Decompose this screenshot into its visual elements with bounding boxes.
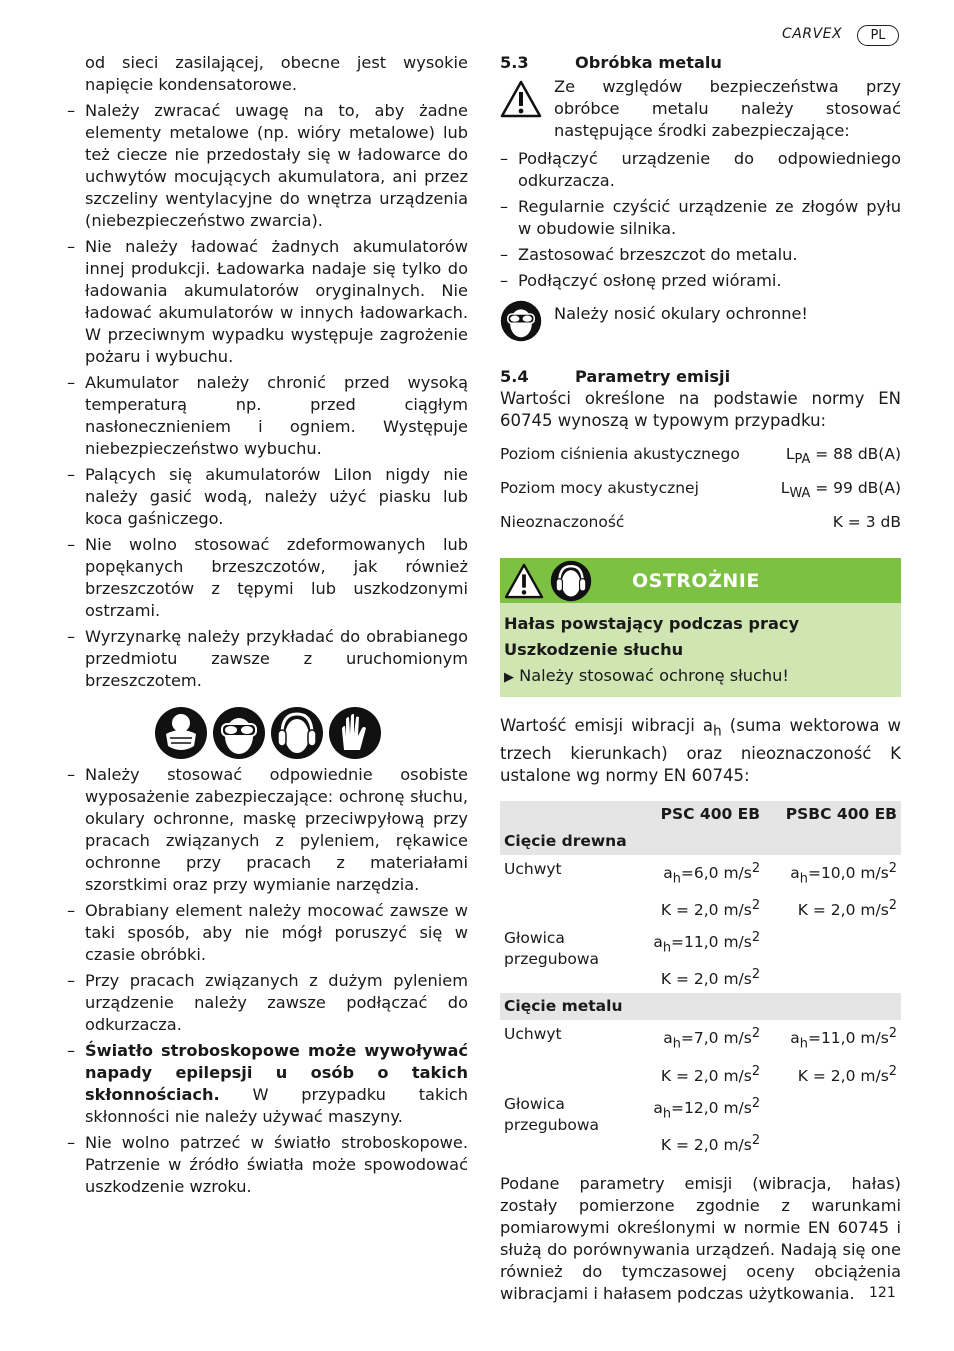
unit-exponent: 2 bbox=[751, 929, 761, 945]
list-item bbox=[67, 970, 468, 1036]
row-label: Głowica przegubowa bbox=[504, 1094, 600, 1134]
list-item-text: Obrabiany element należy mocować zawsze w taki sposób, aby nie mógł poruszyć się w czasie obróbki. bbox=[85, 901, 468, 964]
bullet-dash: – bbox=[500, 245, 509, 264]
ah-subscript: h bbox=[662, 1106, 672, 1122]
section-name: Cięcie drewna bbox=[500, 828, 901, 855]
list-item bbox=[500, 148, 901, 192]
table-row bbox=[500, 444, 901, 478]
row-label: Głowica przegubowa bbox=[504, 928, 600, 968]
ah-symbol: a bbox=[663, 863, 673, 882]
table-row bbox=[500, 512, 901, 546]
warning-triangle-icon bbox=[504, 563, 544, 599]
vib-uncertainty: K = 2,0 m/s bbox=[660, 900, 752, 919]
bullet-dash: – bbox=[67, 465, 76, 484]
bullet-dash: – bbox=[500, 197, 509, 216]
list-item-text: Zastosować brzeszczot do metalu. bbox=[518, 245, 798, 264]
mask-icon bbox=[154, 706, 208, 760]
table-row bbox=[500, 1020, 901, 1089]
table-row bbox=[500, 855, 901, 924]
ah-symbol: a bbox=[663, 1029, 673, 1048]
section-row bbox=[500, 993, 901, 1020]
warning-triangle-icon bbox=[500, 80, 542, 118]
ah-subscript: h bbox=[672, 870, 681, 886]
ah-symbol: a bbox=[790, 863, 800, 882]
unit-exponent: 2 bbox=[751, 1026, 761, 1042]
list-item bbox=[67, 464, 468, 530]
ah-symbol: a bbox=[653, 933, 663, 952]
list-item bbox=[500, 270, 901, 292]
section-number: 5.4 bbox=[500, 367, 529, 386]
col-psc: PSC 400 EB bbox=[632, 801, 764, 828]
psbc-cell bbox=[764, 1090, 901, 1159]
caution-line-2: Uszkodzenie słuchu bbox=[504, 640, 684, 660]
list-item-text: Podłączyć urządzenie do odpowiedniego odkurzacza. bbox=[518, 149, 901, 190]
list-item-text: Przy pracach związanych z dużym pyleniem urządzenie należy zawsze podłączać do odkurzacza. bbox=[85, 971, 468, 1034]
emission-amount: = 99 dB(A) bbox=[810, 479, 901, 498]
strobe-eye-text: Nie wolno patrzeć w światło stroboskopowe. Patrzenie w źródło światła może spowodować uszkodzenie wzroku. bbox=[85, 1133, 468, 1196]
emission-subscript: PA bbox=[794, 452, 811, 468]
emission-label: Nieoznaczoność bbox=[500, 513, 625, 532]
section-name: Cięcie metalu bbox=[500, 993, 901, 1020]
section-5-4-heading bbox=[500, 366, 901, 388]
metal-warning-text: Ze względów bezpieczeństwa przy obróbce metalu należy stosować następujące środki zabezpieczające: bbox=[554, 77, 901, 140]
psc-cell bbox=[632, 855, 764, 924]
ah-subscript: h bbox=[662, 940, 672, 956]
list-item bbox=[67, 626, 468, 692]
unit-exponent: 2 bbox=[888, 1026, 897, 1042]
bullet-dash: – bbox=[67, 971, 76, 990]
table-row bbox=[500, 1090, 901, 1159]
row-label: Uchwyt bbox=[504, 859, 562, 878]
vib-uncertainty: K = 2,0 m/s bbox=[660, 970, 752, 989]
caution-header bbox=[500, 558, 901, 603]
bullet-list-b bbox=[67, 764, 468, 1036]
vib-intro-sub: h bbox=[713, 723, 722, 740]
vib-value: =11,0 m/s bbox=[671, 933, 752, 952]
strobe-rest: W przypadku takich skłonności nie należy używać maszyny. bbox=[85, 1085, 468, 1126]
vib-value: =12,0 m/s bbox=[671, 1098, 752, 1117]
list-item bbox=[67, 764, 468, 896]
caution-box bbox=[500, 558, 901, 697]
row-label: Uchwyt bbox=[504, 1025, 562, 1044]
list-item-text: Wyrzynarkę należy przykładać do obrabianego przedmiotu zawsze z uruchomionym brzeszczotem. bbox=[85, 627, 468, 690]
caution-line-1: Hałas powstający podczas pracy bbox=[504, 614, 800, 634]
ah-subscript: h bbox=[672, 1036, 681, 1052]
gloves-icon bbox=[328, 706, 382, 760]
caution-title: OSTROŻNIE bbox=[632, 569, 760, 592]
bullet-dash: – bbox=[500, 149, 509, 168]
col-psbc: PSBC 400 EB bbox=[764, 801, 901, 828]
language-badge: PL bbox=[857, 25, 899, 46]
list-item bbox=[67, 900, 468, 966]
ah-subscript: h bbox=[799, 870, 808, 886]
vib-value: =6,0 m/s bbox=[680, 863, 752, 882]
strobe-warning: – Światło stroboskopowe może wywoływać napady epilepsji u osób o takich skłonnościach. W przypadku takich skłonności nie należy używać maszyny. bbox=[67, 1041, 468, 1126]
unit-exponent: 2 bbox=[888, 860, 897, 876]
table-row bbox=[500, 924, 901, 993]
goggles-icon bbox=[212, 706, 266, 760]
ppe-pictograms bbox=[67, 706, 468, 760]
vib-intro-a: Wartość emisji wibracji a bbox=[500, 716, 713, 736]
unit-exponent: 2 bbox=[751, 897, 761, 913]
vib-uncertainty: K = 2,0 m/s bbox=[660, 1136, 752, 1155]
unit-exponent: 2 bbox=[751, 967, 761, 983]
arrow-right-icon: ▶ bbox=[504, 670, 514, 686]
vib-uncertainty: K = 2,0 m/s bbox=[797, 900, 889, 919]
section-row bbox=[500, 828, 901, 855]
emission-amount: = 88 dB(A) bbox=[810, 445, 901, 463]
metal-warning bbox=[500, 76, 901, 142]
emission-subscript: WA bbox=[789, 486, 811, 502]
psbc-cell bbox=[764, 1020, 901, 1089]
emission-label: Poziom ciśnienia akustycznego bbox=[500, 445, 740, 463]
caution-action-text: Należy stosować ochronę słuchu! bbox=[519, 666, 789, 686]
bullet-dash: – bbox=[67, 901, 76, 920]
vib-uncertainty: K = 2,0 m/s bbox=[660, 1066, 752, 1085]
vib-uncertainty: K = 2,0 m/s bbox=[797, 1066, 889, 1085]
ear-protection-icon bbox=[270, 706, 324, 760]
list-item bbox=[500, 196, 901, 240]
section-title: Parametry emisji bbox=[575, 367, 731, 386]
ah-symbol: a bbox=[653, 1098, 663, 1117]
caution-body bbox=[500, 603, 901, 697]
right-column bbox=[500, 52, 901, 1305]
list-item-text: Palących się akumulatorów LiIon nigdy nie należy gasić wodą, należy użyć piasku lub koca gaśniczego. bbox=[85, 465, 468, 528]
list-item bbox=[67, 372, 468, 460]
vib-value: =7,0 m/s bbox=[680, 1029, 752, 1048]
vib-intro-b: (suma wektorowa w trzech kierunkach) oraz nieoznaczoność K ustalone wg normy EN 60745: bbox=[500, 716, 902, 785]
list-item-text: Podłączyć osłonę przed wiórami. bbox=[518, 271, 782, 290]
vibration-table bbox=[500, 801, 901, 1160]
vibration-intro bbox=[500, 715, 901, 786]
table-row bbox=[500, 478, 901, 512]
section-title: Obróbka metalu bbox=[575, 53, 722, 72]
emission-table bbox=[500, 444, 901, 546]
list-item bbox=[67, 236, 468, 368]
goggles-note: Należy nosić okulary ochronne! bbox=[554, 304, 808, 323]
psc-cell bbox=[632, 1020, 764, 1089]
unit-exponent: 2 bbox=[751, 860, 761, 876]
unit-exponent: 2 bbox=[888, 897, 897, 913]
unit-exponent: 2 bbox=[751, 1063, 761, 1079]
closing-text: Podane parametry emisji (wibracja, hałas) zostały pomierzone zgodnie z warunkami pomiarowymi określonymi w normie EN 60745 i służą do porównywania urządzeń. Nadają się one również do tymczasowej oceny obciążenia wibracjami i hałasem podczas użytkowania. bbox=[500, 1174, 901, 1304]
bullet-dash: – bbox=[67, 765, 76, 784]
emission-symbol: L bbox=[780, 479, 790, 498]
left-column bbox=[67, 52, 468, 1202]
list-item-text: Nie należy ładować żadnych akumulatorów innej produkcji. Ładowarka nadaje się tylko do ładowania akumulatorów oryginalnych. Nie ładować akumulatorów w innych ładowarkach. W przeciwnym wypadku występuje zagrożenie pożaru i wybuchu. bbox=[85, 237, 468, 366]
bullet-list-a bbox=[67, 100, 468, 692]
list-item bbox=[67, 534, 468, 622]
emission-symbol: L bbox=[785, 445, 795, 463]
list-item bbox=[500, 244, 901, 266]
bullet-dash: – bbox=[67, 627, 76, 646]
psc-cell bbox=[632, 1090, 764, 1159]
list-item bbox=[67, 100, 468, 232]
psbc-cell bbox=[764, 924, 901, 993]
unit-exponent: 2 bbox=[888, 1063, 897, 1079]
unit-exponent: 2 bbox=[751, 1095, 761, 1111]
list-item-text: Należy zwracać uwagę na to, aby żadne elementy metalowe (np. wióry metalowe) lub też ciecze nie przedostały się w ładowarce do uchwytów mocujących akumulatora, ani przez szczeliny wentylacyjne do wnętrza urządzenia (niebezpieczeństwo zwarcia). bbox=[85, 101, 468, 230]
caution-action bbox=[504, 663, 897, 691]
list-item-text: Akumulator należy chronić przed wysoką temperaturą np. przed ciągłym nasłonecznieniem i ogniem. Występuje niebezpieczeństwo wybuchu. bbox=[85, 373, 468, 458]
psc-cell bbox=[632, 924, 764, 993]
section-number: 5.3 bbox=[500, 53, 529, 72]
vib-value: =10,0 m/s bbox=[807, 863, 889, 882]
bullet-dash: – bbox=[67, 237, 76, 256]
psbc-cell bbox=[764, 855, 901, 924]
bullet-dash: – bbox=[67, 535, 76, 554]
ear-protection-icon bbox=[550, 560, 592, 602]
page-number: 121 bbox=[869, 1285, 896, 1301]
goggles-note-row bbox=[500, 300, 901, 342]
vib-value: =11,0 m/s bbox=[807, 1029, 889, 1048]
list-item-text: Regularnie czyścić urządzenie ze złogów pyłu w obudowie silnika. bbox=[518, 197, 901, 238]
strobe-eye-warning: – Nie wolno patrzeć w światło stroboskopowe. Patrzenie w źródło światła może spowodować uszkodzenie wzroku. bbox=[67, 1133, 468, 1196]
header-brand: CARVEX bbox=[782, 26, 843, 42]
unit-exponent: 2 bbox=[751, 1133, 761, 1149]
section-5-3-heading bbox=[500, 52, 901, 74]
list-item-text: Należy stosować odpowiednie osobiste wyposażenie zabezpieczające: ochronę słuchu, okulary ochronne, maskę przeciwpyłową przy pracach związanych z pyleniem, rękawice ochronne przy pracach z materiałami szorstkimi oraz przy wymianie narzędzia. bbox=[85, 765, 468, 894]
emission-value bbox=[749, 512, 901, 546]
bullet-dash: – bbox=[67, 373, 76, 392]
ah-subscript: h bbox=[799, 1036, 808, 1052]
emission-value bbox=[749, 478, 901, 512]
metal-bullet-list bbox=[500, 148, 901, 292]
emission-value bbox=[749, 444, 901, 478]
goggles-icon bbox=[500, 300, 542, 342]
list-item-text: Nie wolno stosować zdeformowanych lub popękanych brzeszczotów, jak również brzeszczotów z tępymi lub uszkodzonymi ostrzami. bbox=[85, 535, 468, 620]
bullet-dash: – bbox=[500, 271, 509, 290]
emission-intro: Wartości określone na podstawie normy EN 60745 wynoszą w typowym przypadku: bbox=[500, 389, 901, 430]
bullet-dash: – bbox=[67, 101, 76, 120]
intro-text: od sieci zasilającej, obecne jest wysokie napięcie kondensatorowe. bbox=[85, 53, 468, 94]
strobe-bold: Światło stroboskopowe może wywoływać napady epilepsji u osób o takich skłonnościach. bbox=[85, 1041, 468, 1104]
ah-symbol: a bbox=[790, 1029, 800, 1048]
emission-amount: K = 3 dB bbox=[832, 513, 901, 532]
emission-label: Poziom mocy akustycznej bbox=[500, 479, 699, 498]
